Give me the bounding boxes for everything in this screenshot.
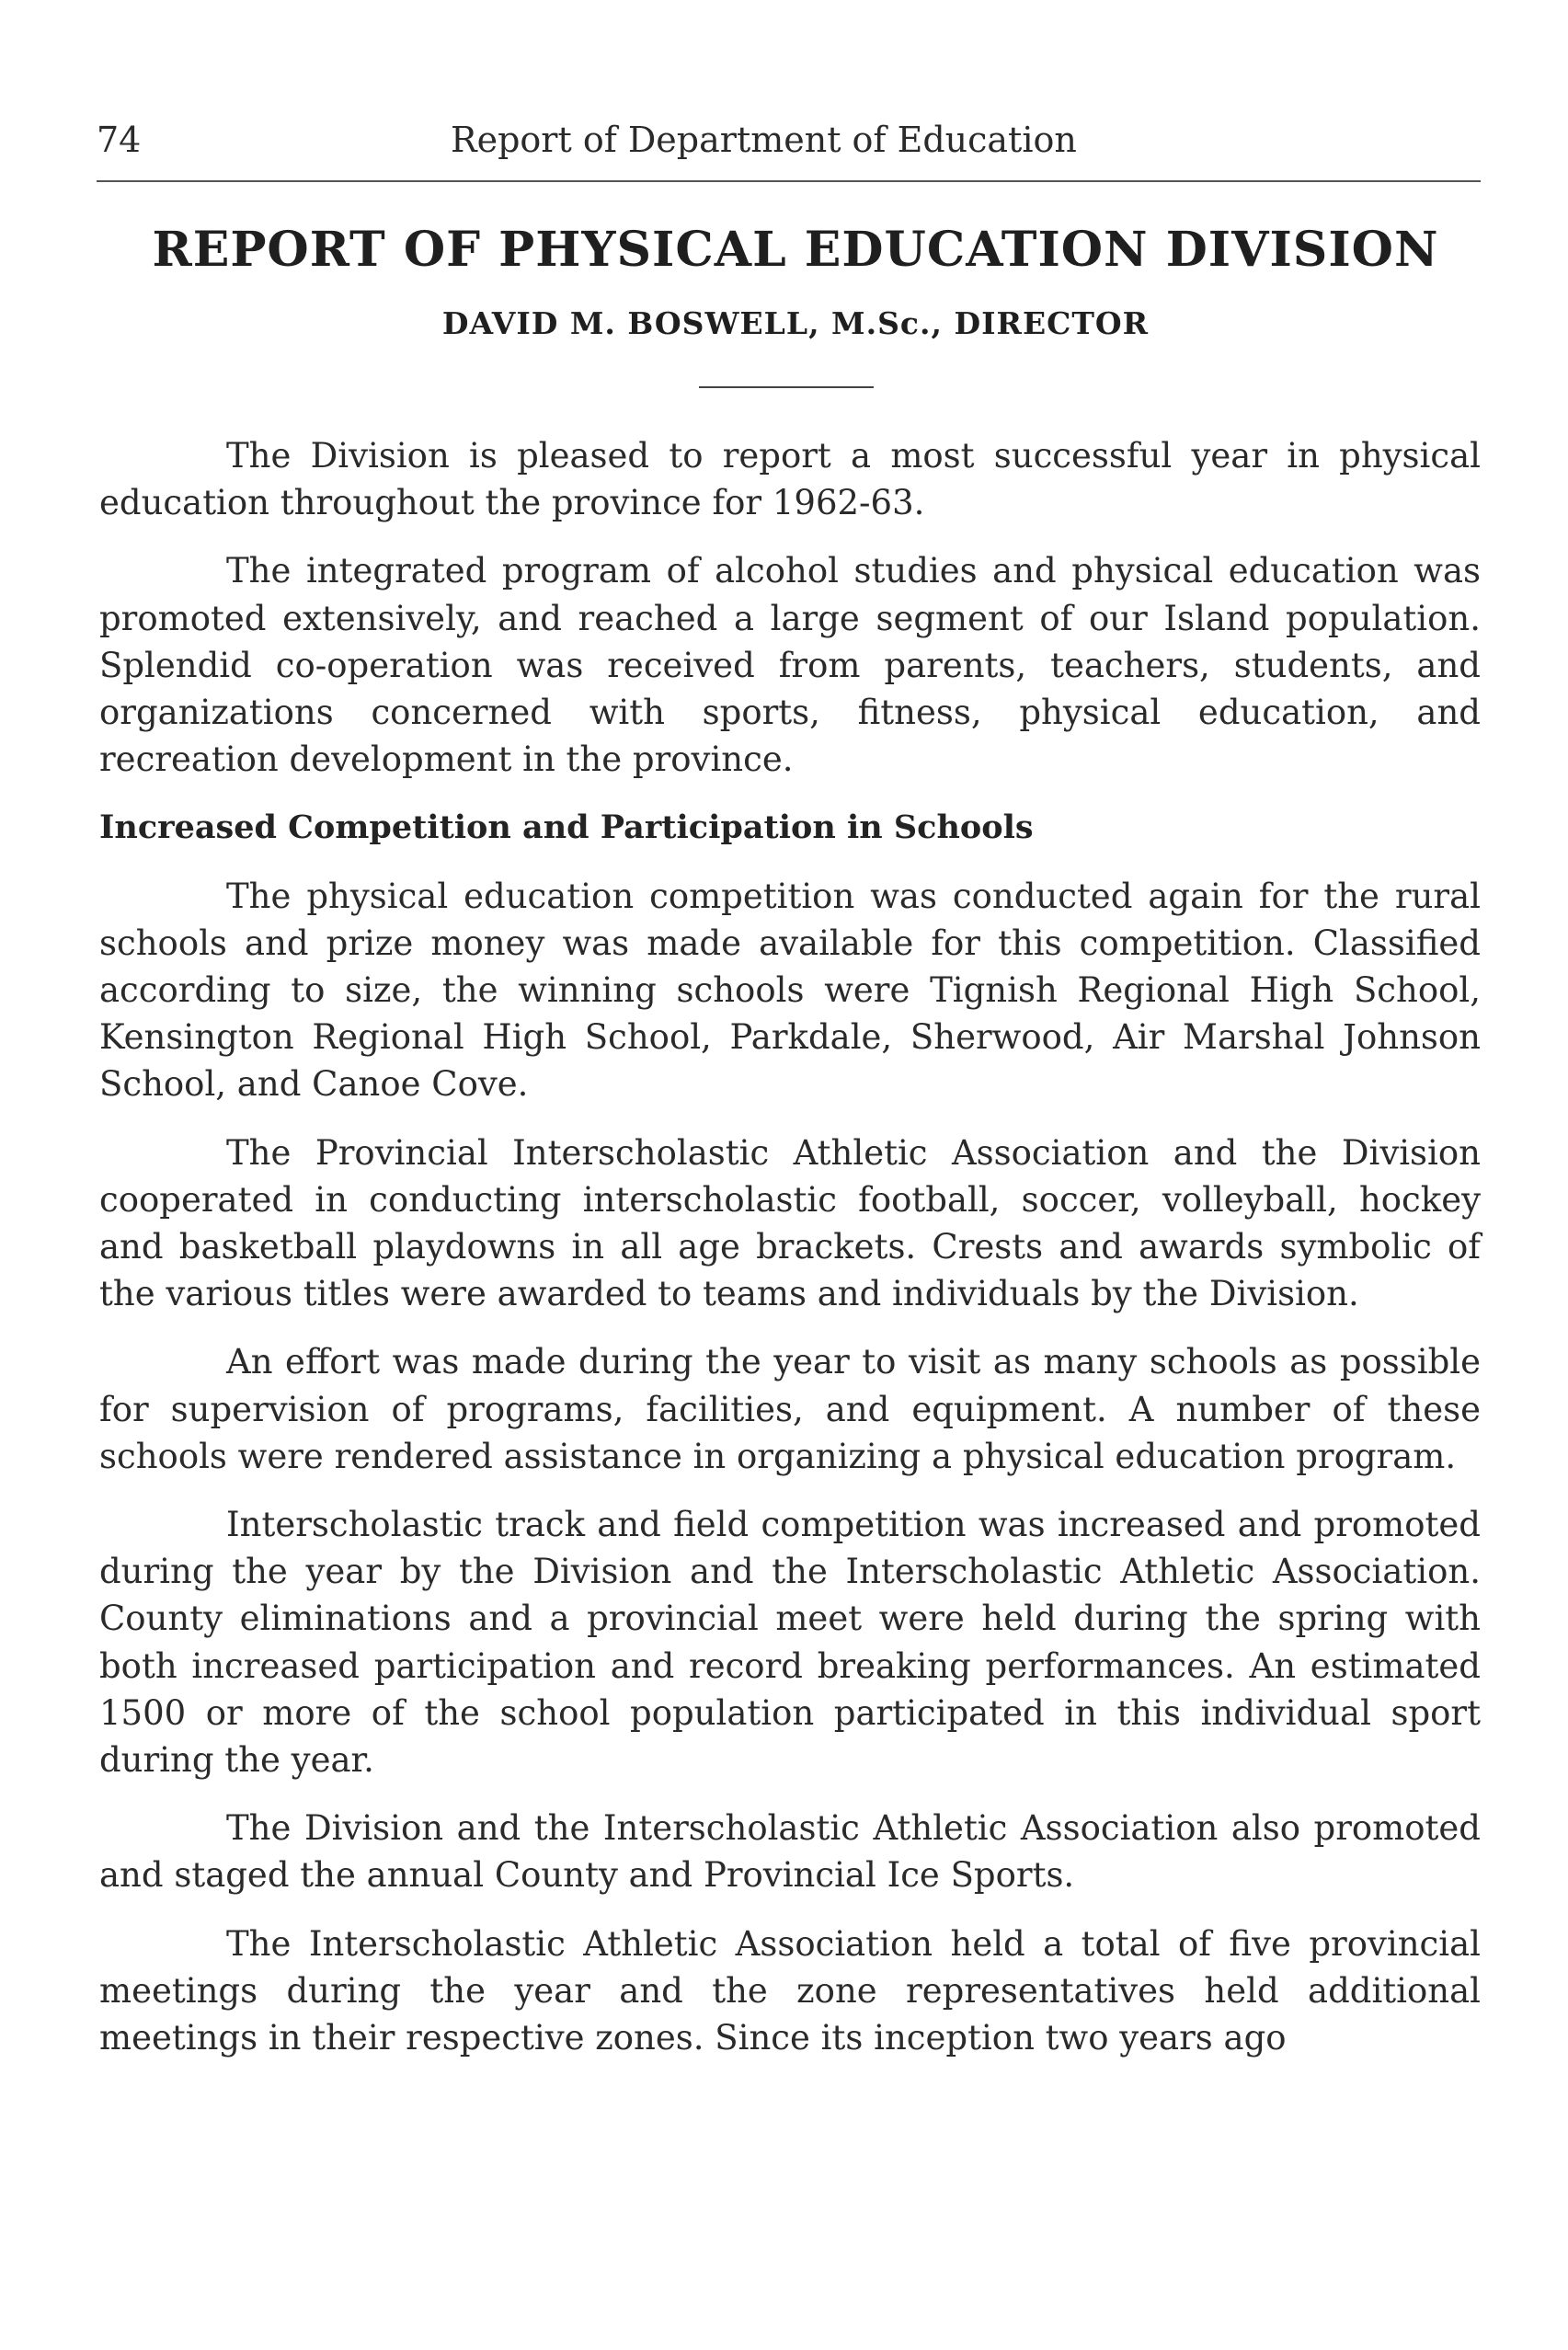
section-heading: Increased Competition and Participation in Schools — [99, 808, 1034, 847]
header-rule — [97, 180, 1481, 182]
body-paragraph: The Interscholastic Athletic Association held a total of five provincial meetings during the year and the zone representatives held additional meetings in their respective zones. Since its inception two years ago — [99, 1923, 1481, 2058]
body-paragraph: The Division and the Interscholastic Athletic Association also promoted and staged the annual County and Provincial Ice Sports. — [99, 1808, 1481, 1896]
body-paragraph: Interscholastic track and field competition was increased and promoted during the year by the Division and the Interscholastic Athletic Association. County eliminations and a provincial meet were held during the spring with both increased participation and record breaking performances. An estimated 1500 or more of the school population participated in this individual sport during the year. — [99, 1505, 1481, 1781]
report-byline: DAVID M. BOSWELL, M.Sc., DIRECTOR — [441, 305, 1150, 341]
body-paragraph: The physical education competition was conducted again for the rural schools and prize money was made available for this competition. Classified according to size, the winning schools were Tignish Regional High School, Kensington Regional High School, Parkdale, Sherwood, Air Marshal Johnson School, and Canoe Cove. — [99, 876, 1481, 1105]
running-header — [97, 118, 1481, 162]
body-paragraph: The Provincial Interscholastic Athletic Association and the Division cooperated in conducting interscholastic football, soccer, volleyball, hockey and basketball playdowns in all age brackets. Crests and awards symbolic of the various titles were awarded to teams and individuals by the Division. — [99, 1132, 1481, 1314]
intro-paragraph: The integrated program of alcohol studies and physical education was promoted extensively, and reached a large segment of our Island population. Splendid co-operation was received from parents, teachers, students, and organizations concerned with sports, fitness, physical education, and recreation development in the province. — [99, 551, 1481, 780]
body-paragraph: An effort was made during the year to visit as many schools as possible for supervision of programs, facilities, and equipment. A number of these schools were rendered assistance in organizing a physical education program. — [99, 1342, 1481, 1476]
page-number: 74 — [97, 120, 142, 160]
title-divider — [699, 386, 874, 388]
report-title: REPORT OF PHYSICAL EDUCATION DIVISION — [152, 222, 1439, 278]
report-body — [99, 432, 1481, 2082]
running-title: Report of Department of Education — [451, 120, 1077, 160]
intro-paragraph: The Division is pleased to report a most successful year in physical education throughout the province for 1962-63. — [99, 436, 1481, 523]
